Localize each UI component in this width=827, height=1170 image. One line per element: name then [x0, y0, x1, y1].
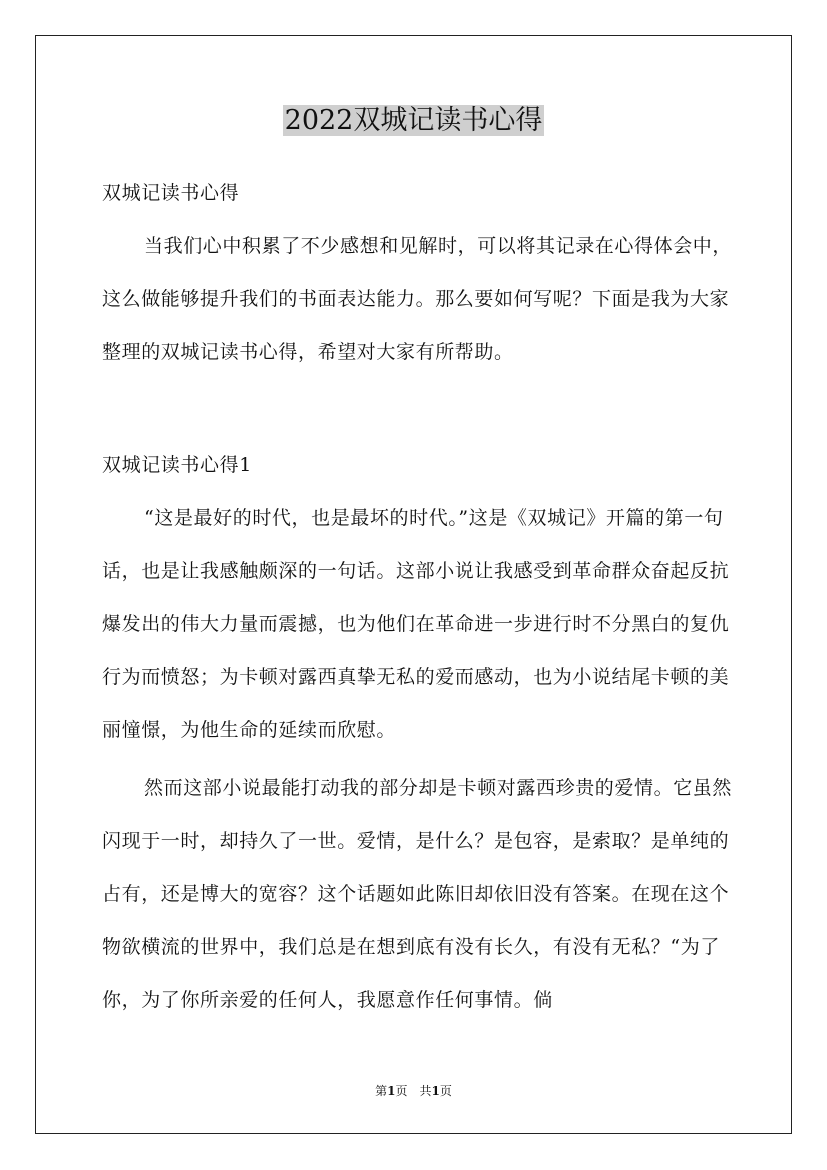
footer-page-number: 1: [387, 1084, 396, 1098]
document-title: [0, 100, 827, 142]
footer-page-mid: 页 共: [395, 1084, 432, 1098]
document-subtitle: 双城记读书心得: [102, 182, 240, 204]
footer-page-suffix: 页: [439, 1084, 452, 1098]
footer-page-total: 1: [431, 1084, 440, 1098]
footer-page-prefix: 第: [375, 1084, 388, 1098]
section-paragraph-2: 然而这部小说最能打动我的部分却是卡顿对露西珍贵的爱情。它虽然闪现于一时，却持久了一世。爱情，是什么？是包容，是索取？是单纯的占有，还是博大的宽容？这个话题如此陈旧却依旧没有答案。在现在这个物欲横流的世界中，我们总是在想到底有没有长久，有没有无私？“为了你，为了你所亲爱的任何人，我愿意作任何事情。倘: [102, 777, 733, 1011]
page-footer: [0, 1083, 827, 1099]
section-heading: 双城记读书心得1: [102, 454, 252, 476]
document-title-text: 2022双城记读书心得: [284, 105, 543, 136]
section-paragraph-1: “这是最好的时代，也是最坏的时代。”这是《双城记》开篇的第一句话，也是让我感触颇深的一句话。这部小说让我感受到革命群众奋起反抗爆发出的伟大力量而震撼，也为他们在革命进一步进行时不分黑白的复仇行为而愤怒；为卡顿对露西真挚无私的爱而感动，也为小说结尾卡顿的美丽憧憬，为他生命的延续而欣慰。: [102, 507, 730, 741]
intro-paragraph: 当我们心中积累了不少感想和见解时，可以将其记录在心得体会中，这么做能够提升我们的书面表达能力。那么要如何写呢？下面是我为大家整理的双城记读书心得，希望对大家有所帮助。: [102, 235, 733, 363]
